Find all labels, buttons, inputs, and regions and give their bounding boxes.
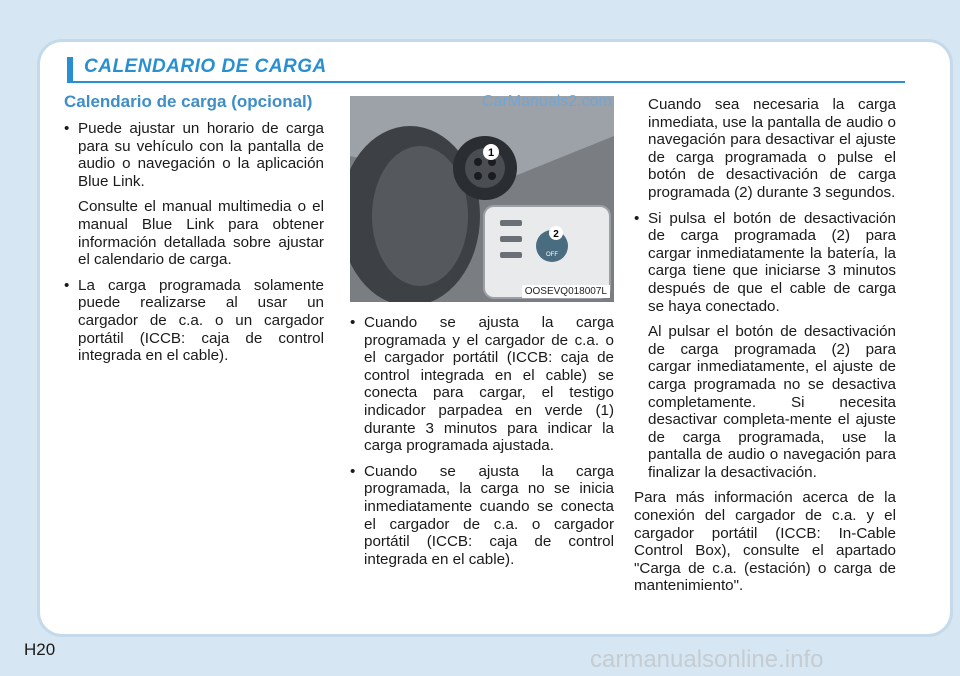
column-1 bbox=[64, 120, 324, 373]
column-2 bbox=[350, 314, 614, 576]
subheading: Calendario de carga (opcional) bbox=[64, 92, 313, 111]
paragraph: Al pulsar el botón de desactivación de carga programada (2) para cargar inmediatamente, el ajuste de carga programada no se desactiva completamente. Si necesita desactivar completa-mente el ajuste de carga programada, use la pantalla de audio o navegación para finalizar la desactivación. bbox=[648, 323, 896, 481]
column-3 bbox=[634, 96, 896, 603]
paragraph: Para más información acerca de la conexión del cargador de c.a. y el cargador portátil (ICCB: In-Cable Control Box), consulte el apartado "Carga de c.a. (estación) o carga de mantenimiento". bbox=[634, 489, 896, 595]
title-underline bbox=[67, 81, 905, 83]
paragraph: Cuando sea necesaria la carga inmediata, use la pantalla de audio o navegación para desactivar el ajuste de carga programada o pulse el botón de desactivación de carga programada (2) durante 3 segundos. bbox=[648, 96, 896, 201]
paragraph: • Si pulsa el botón de desactivación de carga programada (2) para cargar inmediatamente la batería, la carga tiene que iniciarse 3 minutos después de que el cable de carga se haya conectado. bbox=[634, 210, 896, 316]
watermark: CarManuals2.com bbox=[482, 93, 612, 110]
charging-port-illustration bbox=[350, 96, 614, 302]
figure-caption: OOSEVQ018007L bbox=[522, 285, 610, 298]
paragraph: • La carga programada solamente puede realizarse al usar un cargador de c.a. o un cargador portátil (ICCB: caja de control integrada en el cable). bbox=[64, 277, 324, 365]
paragraph: • Puede ajustar un horario de carga para su vehículo con la pantalla de audio o navegación o la aplicación Blue Link. bbox=[64, 120, 324, 190]
page-number: H20 bbox=[24, 640, 56, 659]
section-title: CALENDARIO DE CARGA bbox=[84, 56, 327, 77]
callout-1: 1 bbox=[487, 147, 495, 159]
off-label: OFF bbox=[546, 252, 558, 258]
paragraph: Consulte el manual multimedia o el manual Blue Link para obtener información detallada sobre ajustar el calendario de carga. bbox=[78, 198, 324, 269]
paragraph: • Cuando se ajusta la carga programada y el cargador de c.a. o el cargador portátil (ICCB: caja de control integrada en el cable) se conecta para cargar, el testigo indicador parpadea en verde (1) durante 3 minutos para indicar la carga programada ajustada. bbox=[350, 314, 614, 455]
callout-2: 2 bbox=[553, 229, 559, 240]
footer-watermark: carmanualsonline.info bbox=[590, 646, 824, 673]
charging-port-photo bbox=[350, 96, 614, 302]
paragraph: • Cuando se ajusta la carga programada, la carga no se inicia inmediatamente cuando se conecta el cargador de c.a. o cargador portátil (ICCB: caja de control integrada en el cable). bbox=[350, 463, 614, 569]
title-accent-bar bbox=[67, 57, 73, 81]
